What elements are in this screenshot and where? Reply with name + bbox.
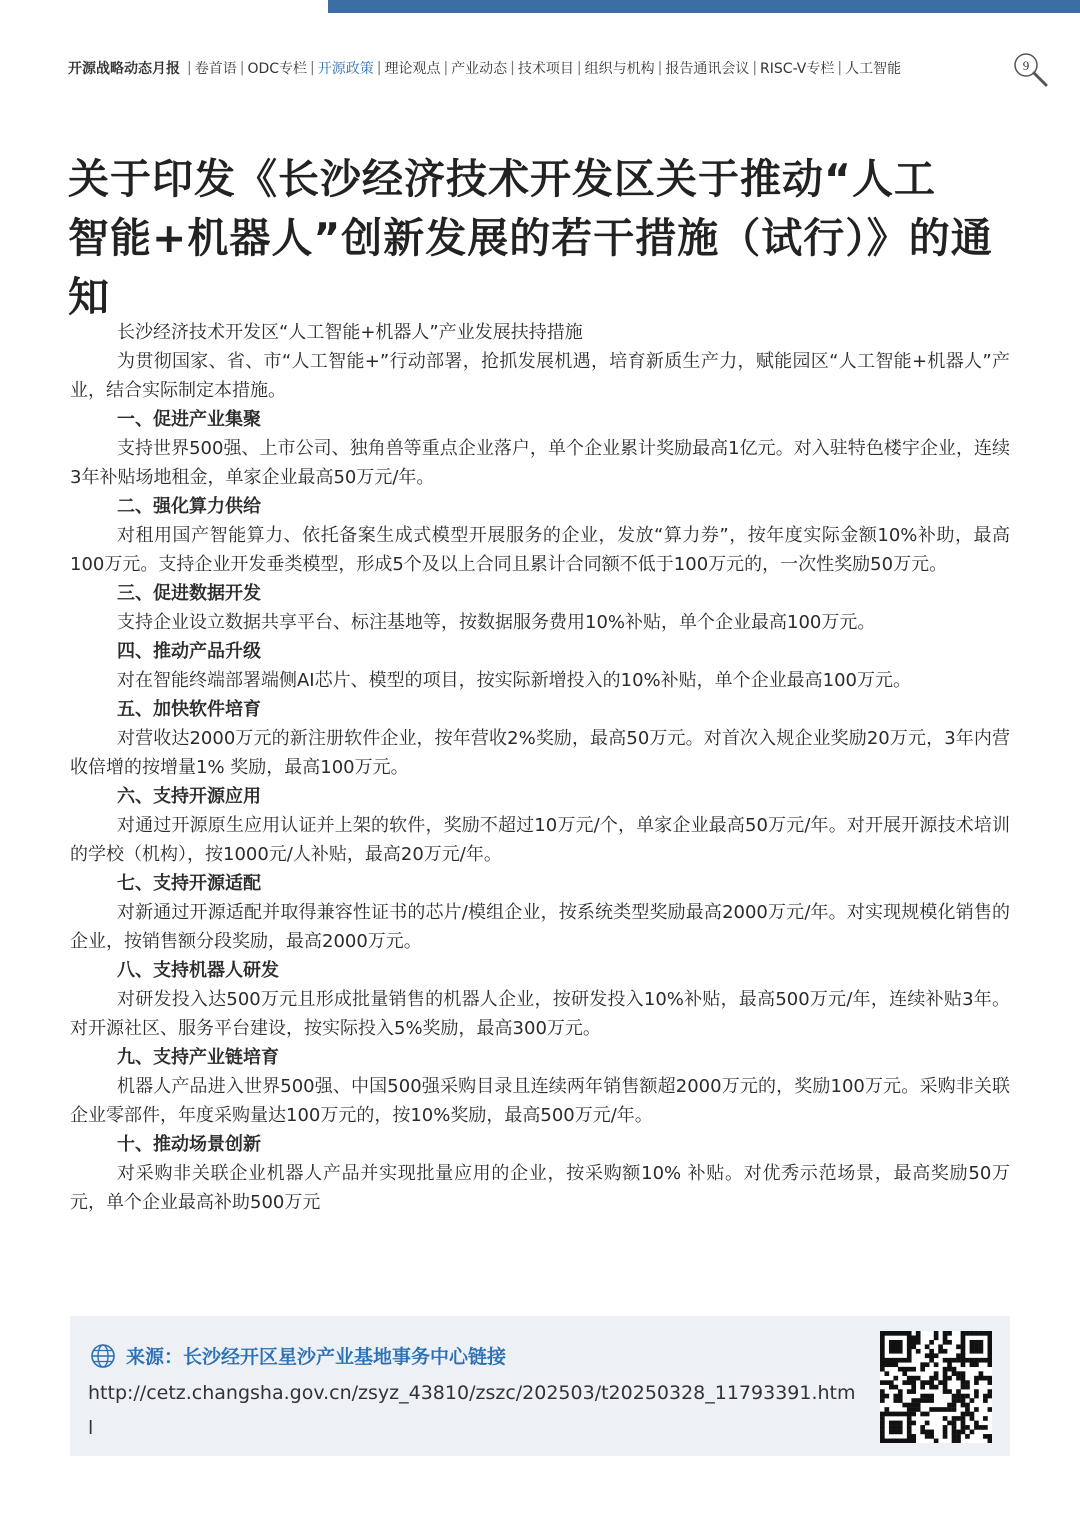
source-heading [90,1342,506,1369]
section-heading: 七、支持开源适配 [117,873,261,894]
nav-item-organizations[interactable]: 组织与机构 [584,61,655,77]
section-heading: 五、加快软件培育 [117,699,261,720]
source-url-link[interactable]: http://cetz.changsha.gov.cn/zsyz_43810/zszc/202503/t20250328_11793391.html [88,1382,856,1439]
nav-item-tech-projects[interactable]: 技术项目 [517,61,574,77]
qr-code[interactable] [880,1331,992,1443]
section-text: 机器人产品进入世界500强、中国500强采购目录且连续两年销售额超2000万元的，奖励100万元。采购非关联企业零部件，年度采购量达100万元的，按10%奖励，最高500万元/年。 [70,1076,1010,1126]
section-text: 对新通过开源适配并取得兼容性证书的芯片/模组企业，按系统类型奖励最高2000万元/年。对实现规模化销售的企业，按销售额分段奖励，最高2000万元。 [70,902,1010,952]
top-accent-bar [328,0,1080,13]
section-text: 对租用国产智能算力、依托备案生成式模型开展服务的企业，发放“算力券”，按年度实际金额10%补助，最高100万元。支持企业开发垂类模型，形成5个及以上合同且累计合同额不低于100万元的，一次性奖励50万元。 [70,525,1010,575]
section-heading: 二、强化算力供给 [117,496,261,517]
newsletter-brand: 开源战略动态月报 [68,61,180,77]
nav-item-industry[interactable]: 产业动态 [451,61,508,77]
article-title-line2: 智能+机器人”创新发展的若干措施（试行）》的通知 [68,214,993,321]
section-text: 支持世界500强、上市公司、独角兽等重点企业落户，单个企业累计奖励最高1亿元。对入驻特色楼宇企业，连续3年补贴场地租金，单家企业最高50万元/年。 [70,438,1010,488]
section-heading: 四、推动产品升级 [117,641,261,662]
source-label: 来源：长沙经开区星沙产业基地事务中心链接 [126,1346,507,1368]
page-number-magnifier-icon [1011,50,1051,90]
nav-item-riscv[interactable]: RISC-V专栏 [760,61,835,77]
section-text: 支持企业设立数据共享平台、标注基地等，按数据服务费用10%补贴，单个企业最高100万元。 [117,612,876,633]
section-text: 对在智能终端部署端侧AI芯片、模型的项目，按实际新增投入的10%补贴，单个企业最高100万元。 [117,670,911,691]
section-heading: 十、推动场景创新 [117,1134,261,1155]
section-text: 对研发投入达500万元且形成批量销售的机器人企业，按研发投入10%补贴，最高500万元/年，连续补贴3年。对开源社区、服务平台建设，按实际投入5%奖励，最高300万元。 [70,989,1010,1039]
nav-item-odc[interactable]: ODC专栏 [247,61,308,77]
nav-item-reports[interactable]: 报告通讯会议 [665,61,750,77]
article-subtitle: 长沙经济技术开发区“人工智能+机器人”产业发展扶持措施 [117,322,583,343]
source-box [70,1316,1010,1456]
article-intro: 为贯彻国家、省、市“人工智能+”行动部署，抢抓发展机遇，培育新质生产力，赋能园区“人工智能+机器人”产业，结合实际制定本措施。 [70,351,1010,401]
section-heading: 六、支持开源应用 [117,786,261,807]
section-heading: 八、支持机器人研发 [117,960,279,981]
article-body [70,318,1010,1217]
article-title [68,150,1018,327]
article-title-line1: 关于印发《长沙经济技术开发区关于推动“人工 [68,155,936,203]
nav-item-theory[interactable]: 理论观点 [384,61,441,77]
section-heading: 一、促进产业集聚 [117,409,261,430]
page-number: 9 [1022,58,1030,73]
nav-item-juanshouyu[interactable]: 卷首语 [194,61,237,77]
section-text: 对营收达2000万元的新注册软件企业，按年营收2%奖励，最高50万元。对首次入规企业奖励20万元，3年内营收倍增的按增量1% 奖励，最高100万元。 [70,728,1010,778]
nav-item-open-source-policy[interactable]: 开源政策 [317,61,374,77]
globe-icon [90,1343,116,1369]
section-text: 对通过开源原生应用认证并上架的软件，奖励不超过10万元/个，单家企业最高50万元/年。对开展开源技术培训的学校（机构），按1000元/人补贴，最高20万元/年。 [70,815,1010,865]
section-text: 对采购非关联企业机器人产品并实现批量应用的企业，按采购额10% 补贴。对优秀示范场景，最高奖励50万元，单个企业最高补助500万元 [70,1163,1010,1213]
section-heading: 三、促进数据开发 [117,583,261,604]
section-nav: 开源战略动态月报 | 卷首语 | ODC专栏 | 开源政策 | 理论观点 | 产业动态 | 技术项目 | 组织与机构 | 报告通讯会议 | RISC-V专栏 | 人工智能 [68,60,902,77]
section-heading: 九、支持产业链培育 [117,1047,279,1068]
nav-item-ai[interactable]: 人工智能 [845,61,902,77]
